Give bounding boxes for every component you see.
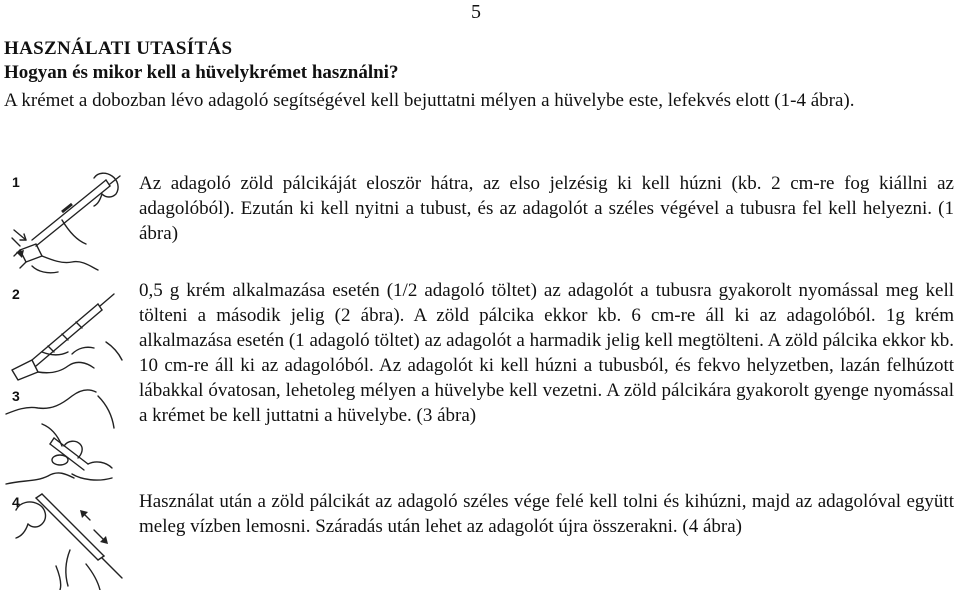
applicator-cleaning-icon <box>2 490 130 590</box>
step-4-text: Használat után a zöld pálcikát az adagoló széles vége felé kell tolni és kihúzni, majd az adagolóval együtt meleg vízben lemosni. Száradás után lehet az adagolót újra összerakni. (4 ábra) <box>139 491 954 537</box>
figure-4 <box>2 490 130 590</box>
figure-number: 1 <box>12 174 20 190</box>
step-1-text: Az adagoló zöld pálcikáját eloször hátra, az elso jelzésig ki kell húzni (kb. 2 cm-re fog kiállni az adagolóból). Ezután ki kell nyitni a tubust, és az adagolót a széles végével a tubusra fel kell helyezni. (1 ábra) <box>139 173 954 244</box>
step-2-3-text <box>139 278 954 428</box>
figure-number: 3 <box>12 388 20 404</box>
step-3-text: Az adagolót ki kell húzni a tubusból, és fekvo helyzetben, lazán felhúzott lábakkal óvatosan, lehetoleg mélyen a hüvelybe kell vezetni. A zöld pálcikára gyakorolt gyenge nyomással a krémet be kell juttatni a hüvelybe. (3 ábra) <box>139 355 955 426</box>
intro-paragraph: A krémet a dobozban lévo adagoló segítségével kell bejuttatni mélyen a hüvelybe este, lefekvés elott (1-4 ábra). <box>4 90 855 111</box>
figure-1 <box>2 170 130 278</box>
section-subtitle: Hogyan és mikor kell a hüvelykrémet használni? <box>4 62 399 83</box>
page-title: HASZNÁLATI UTASÍTÁS <box>4 38 233 59</box>
figure-3 <box>2 384 130 488</box>
applicator-insertion-icon <box>2 384 130 488</box>
applicator-filling-icon <box>2 282 130 382</box>
applicator-tube-icon <box>2 170 130 278</box>
figure-2 <box>2 282 130 382</box>
step-2-text: 0,5 g krém alkalmazása esetén (1/2 adagoló töltet) az adagolót a tubusra gyakorolt nyomással meg kell tölteni a második jelig (2 ábra). A zöld pálcika ekkor kb. 6 cm-re áll ki az adagolóból. 1g krém alkalmazása esetén (1 adagoló töltet) az adagolót a harmadik jelig kell megtölteni. A zöld pálcika ekkor kb. 10 cm-re áll ki az adagolóból. <box>139 280 954 376</box>
figure-number: 4 <box>12 494 20 510</box>
figure-number: 2 <box>12 286 20 302</box>
page-number: 5 <box>471 1 481 23</box>
